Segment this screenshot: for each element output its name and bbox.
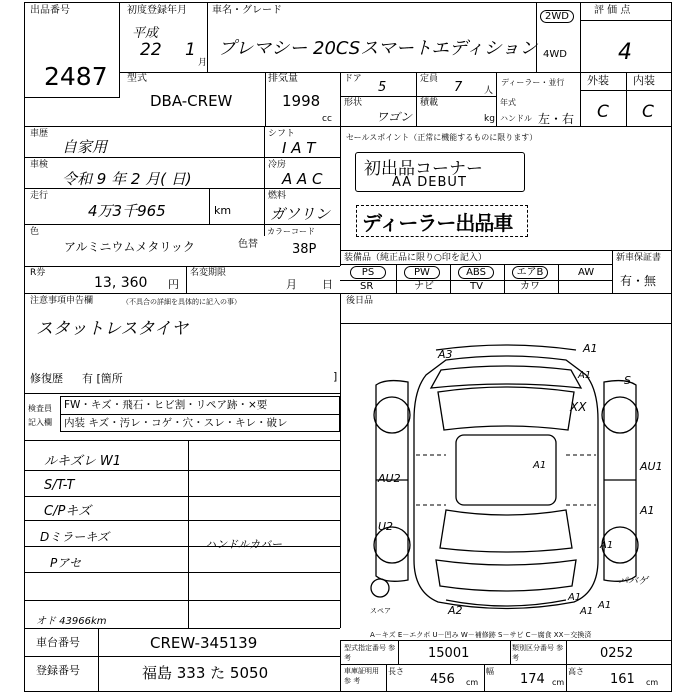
remark-5: Pアセ [50,556,82,570]
length-label: 長さ [388,667,404,676]
inspector-label-2: 記入欄 [28,418,52,427]
mileage-value: 4万3千965 [88,202,166,220]
doors-value: 5 [378,80,387,95]
aircon-label: 冷房 [268,160,287,170]
recycle-value: 13, 360 [94,275,148,291]
lot-label: 出品番号 [30,5,70,16]
car-name-label: 車名・グレード [212,5,282,16]
recycle-label: R券 [30,268,46,278]
mark-s: S [624,374,631,387]
equip-airbag: エアB [512,266,548,279]
notes-value: スタットレスタイヤ [36,319,189,339]
designation-value: 15001 [428,646,470,661]
equip-navi: ナビ [414,281,434,292]
displacement-value: 1998 [282,92,321,110]
deadline-label: 名変期限 [190,268,227,278]
shape-value: ワゴン [376,110,413,124]
lot-number: 2487 [44,62,108,91]
capacity-label: 定員 [420,74,439,84]
mark-a3: A3 [438,348,453,361]
remark-right: ハンドルカバー [205,538,282,551]
class-value: 0252 [600,646,634,661]
remark-2: S/T-T [44,478,75,493]
height-unit: cm [646,678,659,687]
load-label: 積載 [420,98,439,108]
capacity-unit: 人 [484,86,494,96]
equip-aw: AW [578,267,595,278]
mark-au2: AU2 [378,472,401,485]
fuel-label: 燃料 [268,191,287,201]
repair-end: ] [333,370,338,383]
mileage-unit: km [214,204,232,217]
mark-au1: AU1 [640,460,663,473]
remark-1: ルキズレ W1 [44,454,121,469]
handle-value: 左・右 [538,112,575,126]
equip-pw: PW [404,266,440,279]
model-value: DBA-CREW [150,92,233,110]
usage-value: 自家用 [62,138,108,156]
displacement-label: 排気量 [268,73,298,84]
int-label: 内装 [633,74,655,87]
length-value: 456 [430,672,455,687]
deadline-month: 月 [286,278,297,291]
remark-4: Dミラーキズ [40,530,110,544]
handle-label: ハンドル [500,114,532,123]
equip-leather: カワ [520,281,540,292]
regno-value: 福島 333 た 5050 [142,664,269,682]
first-reg-month-unit: 月 [198,58,208,68]
aircon-value: A A C [282,170,323,188]
first-reg-year: 22 [140,40,162,60]
model-label: 型式 [127,73,147,84]
grade-label: 評 価 点 [594,5,631,16]
color-code-label: カラーコード [267,227,315,236]
mark-a1-right: A1 [640,504,655,517]
shape-label: 形状 [344,98,363,108]
equipment-label: 装備品（純正品に限り○印を記入） [344,253,487,263]
capacity-value: 7 [454,80,463,95]
warranty-value: 有・無 [620,274,657,288]
equip-ps: PS [350,266,386,279]
mark-xx: XX [570,400,587,414]
mark-u2: U2 [378,520,394,533]
regno-label: 登録番号 [36,664,80,677]
stamp-first-listing-text: 初出品コーナー [364,159,483,179]
width-label: 幅 [486,667,494,676]
odo-note: オド 43966km [36,616,107,627]
color-value: アルミニウムメタリック [64,240,195,254]
load-unit: kg [484,114,495,124]
spare-label: スペア [370,607,391,615]
height-value: 161 [610,672,635,687]
repair-value: 有 [箇所 [82,372,123,385]
class-label: 類別区分番号 参 考 [512,644,564,662]
shift-value: I A T [282,139,316,157]
ext-value: C [597,102,609,122]
color-label: 色 [30,227,40,237]
remark-3: C/Pキズ [44,504,92,519]
inspector-row-1: FW・キズ・飛石・ヒビ割・リペア跡・×要 [64,399,268,411]
sales-point-label: セールスポイント（正常に機能するものに限ります） [346,133,538,142]
width-unit: cm [552,678,565,687]
first-reg-month: 1 [185,40,196,60]
equip-sr: SR [360,281,374,292]
length-unit: cm [466,678,479,687]
int-value: C [642,102,654,122]
mark-a1-rear-r: A1 [600,540,614,551]
mark-a1-lower: A1 [598,600,612,611]
year-label: 年式 [500,98,516,107]
inspection-value: 令和 9 年 2 月( 日) [62,170,192,188]
equip-abs: ABS [458,266,494,279]
equip-tv: TV [470,281,483,292]
first-reg-label: 初度登録年月 [127,5,187,16]
drive-2wd: 2WD [540,10,574,23]
shift-label: シフト [268,129,296,139]
dealer-label: ディーラー・並行 [501,78,565,87]
width-value: 174 [520,672,545,687]
mileage-label: 走行 [30,191,49,201]
warranty-label: 新車保証書 [616,253,662,263]
recycle-unit: 円 [168,278,179,291]
chassis-value: CREW-345139 [150,634,258,652]
drive-4wd: 4WD [543,49,567,60]
inspector-row-2: 内装 キズ・汚レ・コゲ・穴・スレ・キレ・破レ [64,417,288,429]
car-name-value: プレマシー 20CSスマートエディション [218,38,538,59]
color-change-label: 色替 [238,239,258,250]
repair-label: 修復歴 [30,372,63,385]
usage-label: 車歴 [30,129,49,139]
first-reg-era: 平成 [132,26,159,41]
grade-value: 4 [618,40,632,65]
notes-label: 注意事項申告欄 [30,296,94,306]
mark-bumper: パバゲ [618,576,648,587]
mark-a2: A2 [448,604,463,617]
doors-label: ドア [344,74,362,84]
fuel-value: ガソリン [270,205,331,223]
mark-a1-bottom: A1 [568,592,582,603]
chassis-label: 車台番号 [36,636,80,649]
stamp-dealer-text: ディーラー出品車 [362,211,513,235]
inspector-label-1: 検査員 [28,404,52,413]
color-code: 38P [292,242,317,257]
dims-label: 車庫証明用 参 考 [344,667,379,685]
notes-sublabel: （不具合の詳細を具体的に記入の事） [122,298,241,306]
inspection-label: 車検 [30,160,49,170]
designation-label: 型式指定番号 参 考 [344,644,396,662]
height-label: 高さ [568,667,584,676]
mark-a1-rear: A1 [580,606,594,617]
ext-label: 外装 [587,74,609,87]
mark-a1-corner: A1 [578,370,592,381]
deadline-day: 日 [322,278,333,291]
after-install-label: 後日品 [346,296,374,306]
stamp-first-listing-sub: AA DEBUT [392,175,467,190]
displacement-unit: cc [322,114,332,124]
mark-a1-top: A1 [583,342,598,355]
legend: A－キズ E－エクボ U－凹み W－補修跡 S－サビ C－腐食 XX－交換済 [370,631,592,639]
mark-a1-center: A1 [533,460,547,471]
